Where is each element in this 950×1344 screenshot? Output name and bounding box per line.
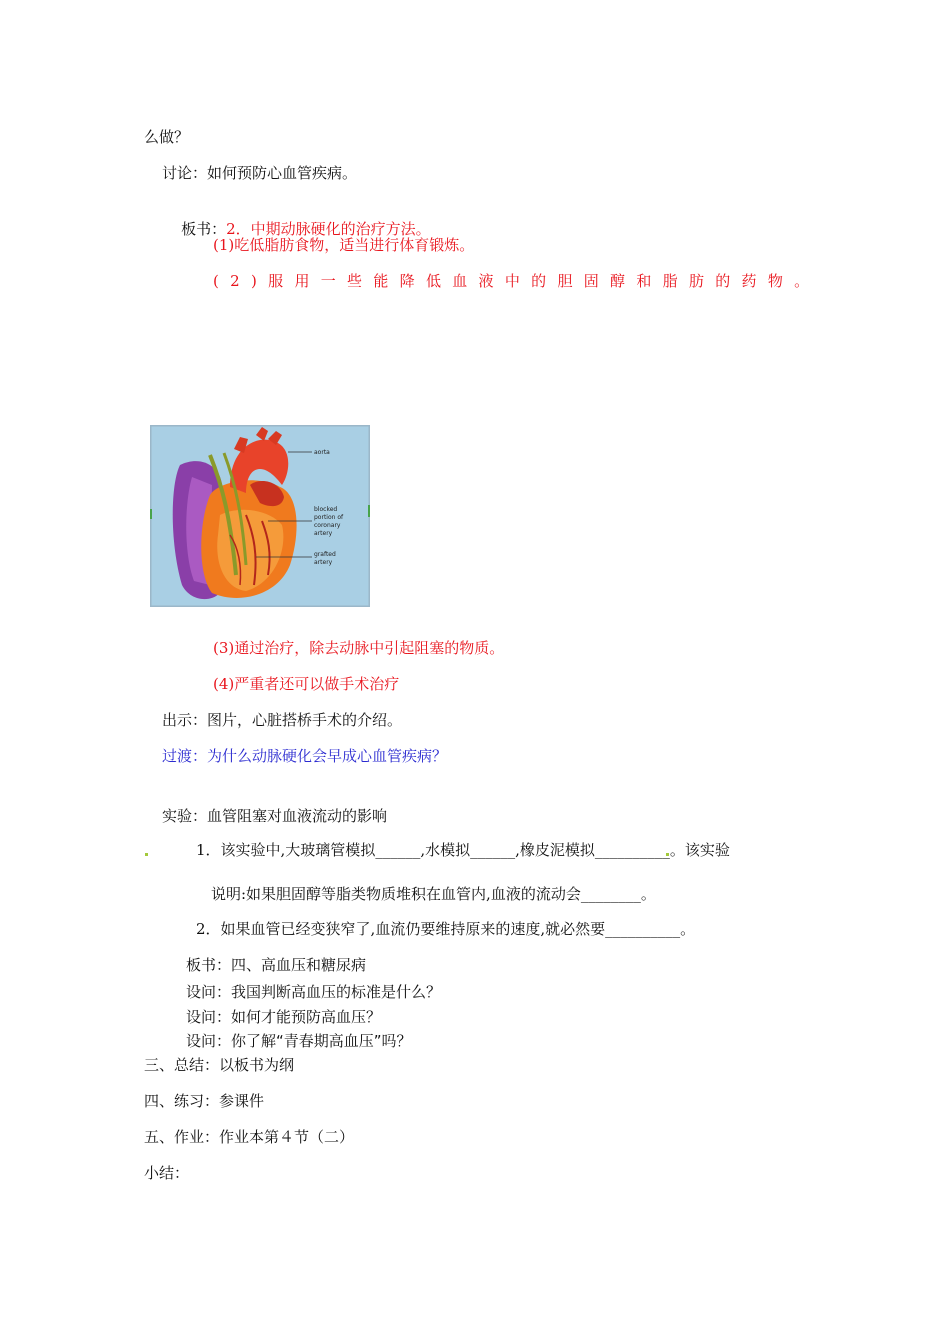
label-grafted-1: grafted <box>314 551 336 558</box>
label-aorta: aorta <box>314 449 330 456</box>
text-line-method-4: (4)严重者还可以做手术治疗 <box>213 675 400 693</box>
text-line-board-4: 板书：四、高血压和糖尿病 <box>186 956 367 974</box>
text-line-show: 出示：图片，心脏搭桥手术的介绍。 <box>162 711 403 729</box>
text-line-experiment: 实验：血管阻塞对血液流动的影响 <box>162 807 388 825</box>
board-prefix: 板书： <box>181 220 227 238</box>
text-line-transition: 过渡：为什么动脉硬化会早成心血管疾病？ <box>162 747 448 765</box>
text-line-practice: 四、练习：参课件 <box>144 1092 265 1110</box>
text-line-continuation: 么做？ <box>144 128 190 146</box>
label-blocked-2: portion of <box>314 514 344 521</box>
label-blocked-1: blocked <box>314 506 338 513</box>
board-heading-text: 2．中期动脉硬化的治疗方法。 <box>226 220 431 238</box>
text-line-ask-1: 设问：我国判断高血压的标准是什么？ <box>186 983 442 1001</box>
heart-bypass-figure <box>150 425 370 607</box>
label-blocked-4: artery <box>314 530 333 537</box>
label-blocked-3: coronary <box>314 522 341 529</box>
text-line-explanation: 说明:如果胆固醇等脂类物质堆积在血管内,血液的流动会________。 <box>211 885 656 903</box>
label-grafted-2: artery <box>314 559 333 566</box>
text-line-summary: 三、总结：以板书为纲 <box>144 1056 295 1074</box>
text-line-discussion: 讨论：如何预防心血管疾病。 <box>162 164 358 182</box>
margin-mark <box>145 853 148 856</box>
text-line-method-3: (3)通过治疗，除去动脉中引起阻塞的物质。 <box>213 639 505 657</box>
text-line-homework: 五、作业：作业本第４节（二） <box>144 1128 355 1146</box>
text-line-conclusion: 小结： <box>144 1164 190 1182</box>
text-line-ask-3: 设问：你了解“青春期高血压”吗？ <box>186 1032 412 1050</box>
text-line-ask-2: 设问：如何才能预防高血压？ <box>186 1008 382 1026</box>
text-line-question-1: 1．该实验中,大玻璃管模拟______,水模拟______,橡皮泥模拟__________。该实验 <box>196 841 730 859</box>
text-line-method-2: (2)服用一些能降低血液中的胆固醇和脂肪的药物。 <box>213 272 821 290</box>
text-line-question-2: 2．如果血管已经变狭窄了,血流仍要维持原来的速度,就必然要__________。 <box>196 920 696 938</box>
text-line-method-1: (1)吃低脂肪食物，适当进行体育锻炼。 <box>213 236 475 254</box>
